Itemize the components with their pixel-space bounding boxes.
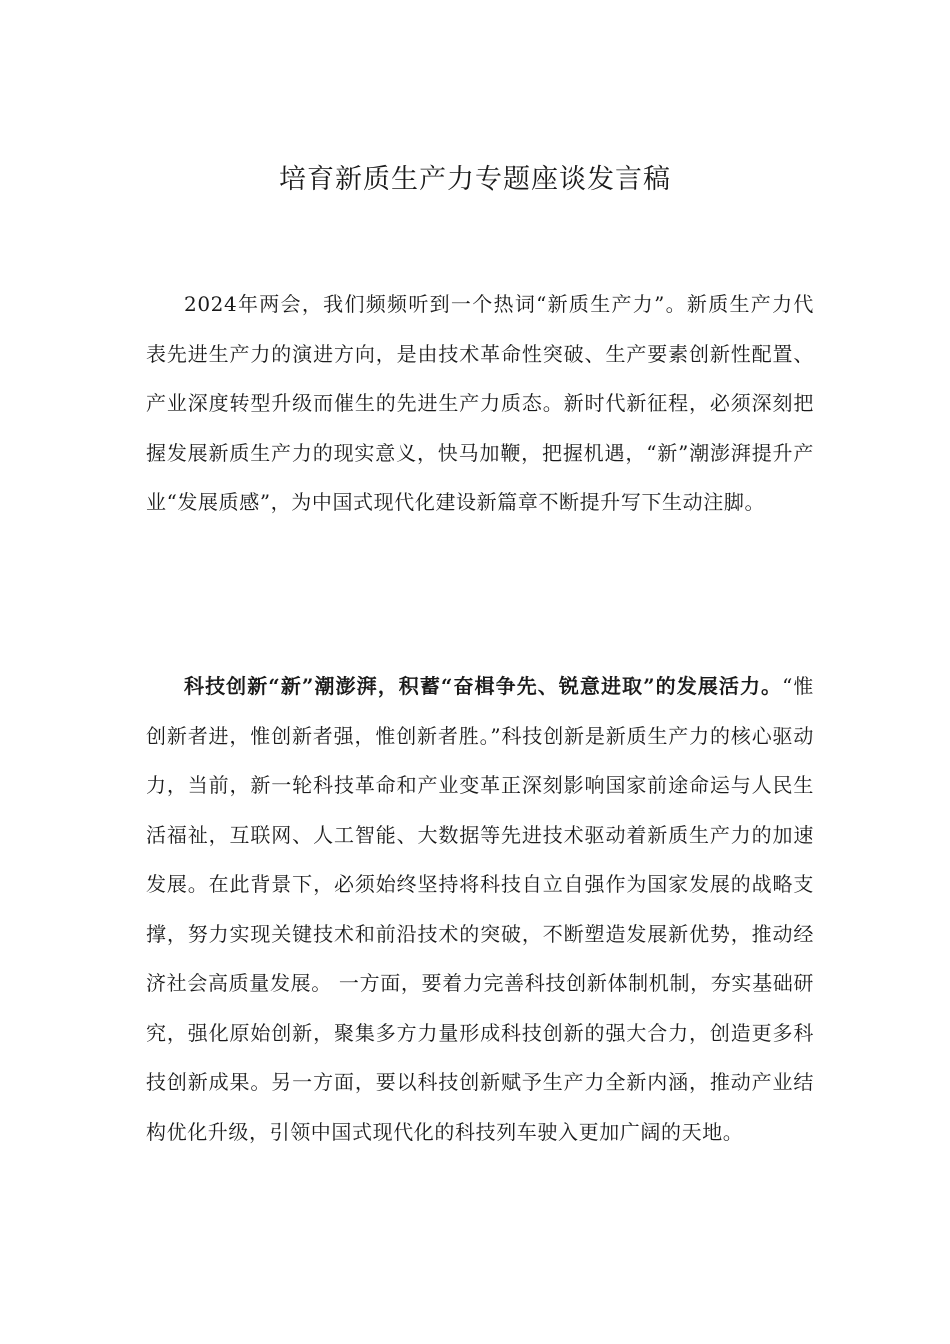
paragraph-intro-text: 2024年两会，我们频频听到一个热词“新质生产力”。新质生产力代表先进生产力的演进方向，是由技术革命性突破、生产要素创新性配置、产业深度转型升级而催生的先进生产力质态。新时代新征程，必须深刻把握发展新质生产力的现实意义，快马加鞭，把握机遇，“新”潮澎湃提升产业“发展质感”，为中国式现代化建设新篇章不断提升写下生动注脚。 (146, 292, 814, 514)
paragraph-tech-innovation (146, 662, 814, 1157)
paragraph-intro (146, 280, 814, 528)
paragraph-lead-heading: 科技创新“新”潮澎湃，积蓄“奋楫争先、锐意进取”的发展活力。 (184, 674, 783, 698)
paragraph-tech-innovation-text: “惟创新者进，惟创新者强，惟创新者胜。”科技创新是新质生产力的核心驱动力，当前，新一轮科技革命和产业变革正深刻影响国家前途命运与人民生活福祉，互联网、人工智能、大数据等先进技术驱动着新质生产力的加速发展。在此背景下，必须始终坚持将科技自立自强作为国家发展的战略支撑，努力实现关键技术和前沿技术的突破，不断塑造发展新优势，推动经济社会高质量发展。 一方面，要着力完善科技创新体制机制，夯实基础研究，强化原始创新，聚集多方力量形成科技创新的强大合力，创造更多科技创新成果。另一方面，要以科技创新赋予生产力全新内涵，推动产业结构优化升级，引领中国式现代化的科技列车驶入更加广阔的天地。 (146, 674, 814, 1144)
document-title: 培育新质生产力专题座谈发言稿 (279, 164, 671, 195)
